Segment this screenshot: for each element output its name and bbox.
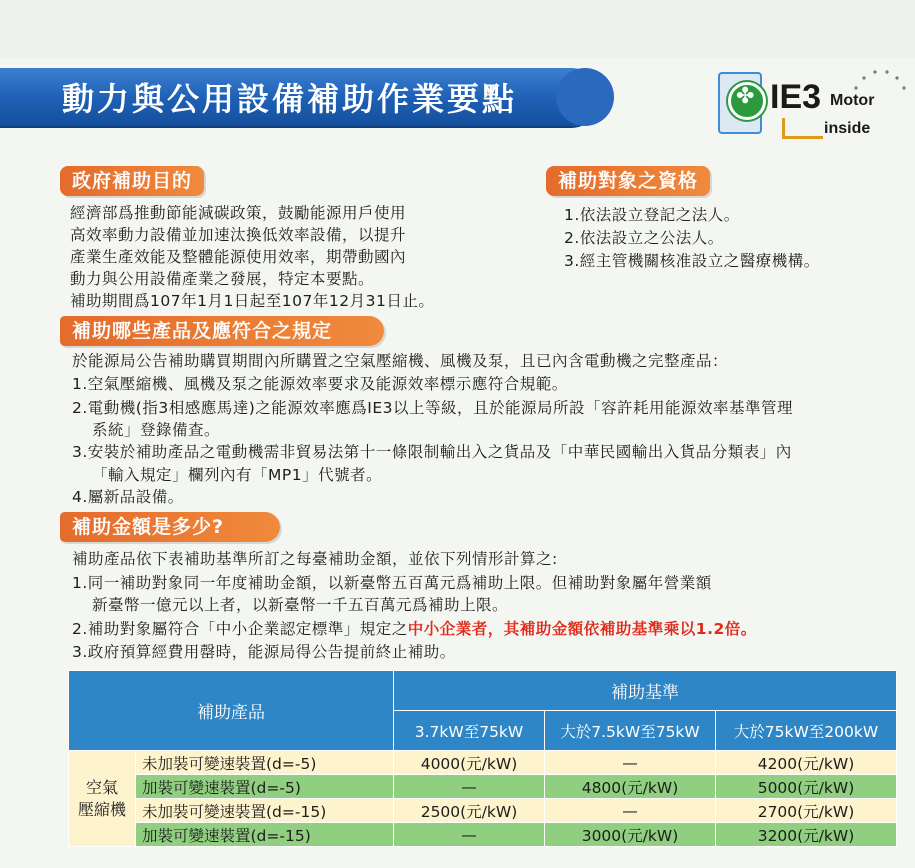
table-cell: 5000(元/kW) [716,775,897,799]
table-row [69,751,897,775]
eligibility-line: 2.依法設立之公法人。 [564,229,724,247]
table-cell: 3200(元/kW) [716,823,897,847]
purpose-line: 產業生產效能及整體能源使用效率，期帶動國內 [70,248,407,266]
table-row [69,799,897,823]
eligibility-line: 3.經主管機關核准設立之醫療機構。 [564,252,820,270]
subsidy-table [68,670,897,847]
table-row [69,775,897,799]
table-cell: 4800(元/kW) [545,775,716,799]
products-line: 系統」登錄備查。 [92,421,221,439]
table-cell: — [545,751,716,775]
row-label: 加裝可變速裝置(d=-5) [136,775,394,799]
column-header: 3.7kW至75kW [394,711,545,751]
eligibility-heading: 補助對象之資格 [546,166,710,196]
purpose-line: 經濟部爲推動節能減碳政策，鼓勵能源用戶使用 [70,204,407,222]
product-header: 補助產品 [69,671,394,751]
table-cell: — [394,823,545,847]
logo-motor: Motor [830,92,875,109]
amount-heading: 補助金額是多少? [60,512,280,542]
products-line: 3.安裝於補助產品之電動機需非貿易法第十一條限制輸出入之貨品及「中華民國輸出入貨品分類表」內 [72,443,792,461]
table-cell: 2700(元/kW) [716,799,897,823]
logo-dots-icon [848,66,908,96]
amount-line-2 [72,618,757,641]
amount-line: 補助產品依下表補助基準所訂之每臺補助金額，並依下列情形計算之: [72,550,558,568]
row-label: 加裝可變速裝置(d=-15) [136,823,394,847]
table-cell: 4200(元/kW) [716,751,897,775]
purpose-line: 動力與公用設備產業之發展，特定本要點。 [70,270,375,288]
row-label: 未加裝可變速裝置(d=-15) [136,799,394,823]
table-cell: 3000(元/kW) [545,823,716,847]
logo-inside: inside [824,120,871,137]
table-cell: 4000(元/kW) [394,751,545,775]
table-row [69,823,897,847]
amount-line: 3.政府預算經費用罄時，能源局得公告提前終止補助。 [72,643,456,661]
column-header: 大於75kW至200kW [716,711,897,751]
clover-glyph-icon: ✤ [736,84,755,109]
purpose-heading: 政府補助目的 [60,166,204,196]
table-cell: — [545,799,716,823]
products-line: 1.空氣壓縮機、風機及泵之能源效率要求及能源效率標示應符合規範。 [72,375,568,393]
row-label: 未加裝可變速裝置(d=-5) [136,751,394,775]
logo-brand: IE3 [770,78,822,116]
page-title: 動力與公用設備補助作業要點 [62,80,518,118]
amount-line: 1.同一補助對象同一年度補助金額，以新臺幣五百萬元爲補助上限。但補助對象屬年營業額 [72,574,712,592]
eligibility-line: 1.依法設立登記之法人。 [564,206,740,224]
products-line: 2.電動機(指3相感應馬達)之能源效率應爲IE3以上等級，且於能源局所設「容許耗用能源效率基準管理 [72,399,793,417]
category-cell: 空氣 壓縮機 [69,751,136,847]
purpose-line: 高效率動力設備並加速汰換低效率設備，以提升 [70,226,407,244]
products-line: 「輸入規定」欄列內有「MP1」代號者。 [92,466,383,484]
purpose-line: 補助期間爲107年1月1日起至107年12月31日止。 [70,292,435,310]
top-band [0,0,915,58]
products-line: 於能源局公告補助購買期間內所購置之空氣壓縮機、風機及泵，且已內含電動機之完整產品： [72,352,729,370]
amount-highlight: 中小企業者，其補助金額依補助基準乘以1.2倍。 [407,620,757,638]
logo-accent-line [782,118,823,139]
amount-line-2-prefix: 2.補助對象屬符合「中小企業認定標準」規定之 [72,620,408,638]
table-cell: — [394,775,545,799]
products-line: 4.屬新品設備。 [72,488,184,506]
table-cell: 2500(元/kW) [394,799,545,823]
products-heading: 補助哪些產品及應符合之規定 [60,316,384,346]
column-header: 大於7.5kW至75kW [545,711,716,751]
amount-line: 新臺幣一億元以上者，以新臺幣一千五百萬元爲補助上限。 [92,596,509,614]
basis-header: 補助基準 [394,671,897,711]
